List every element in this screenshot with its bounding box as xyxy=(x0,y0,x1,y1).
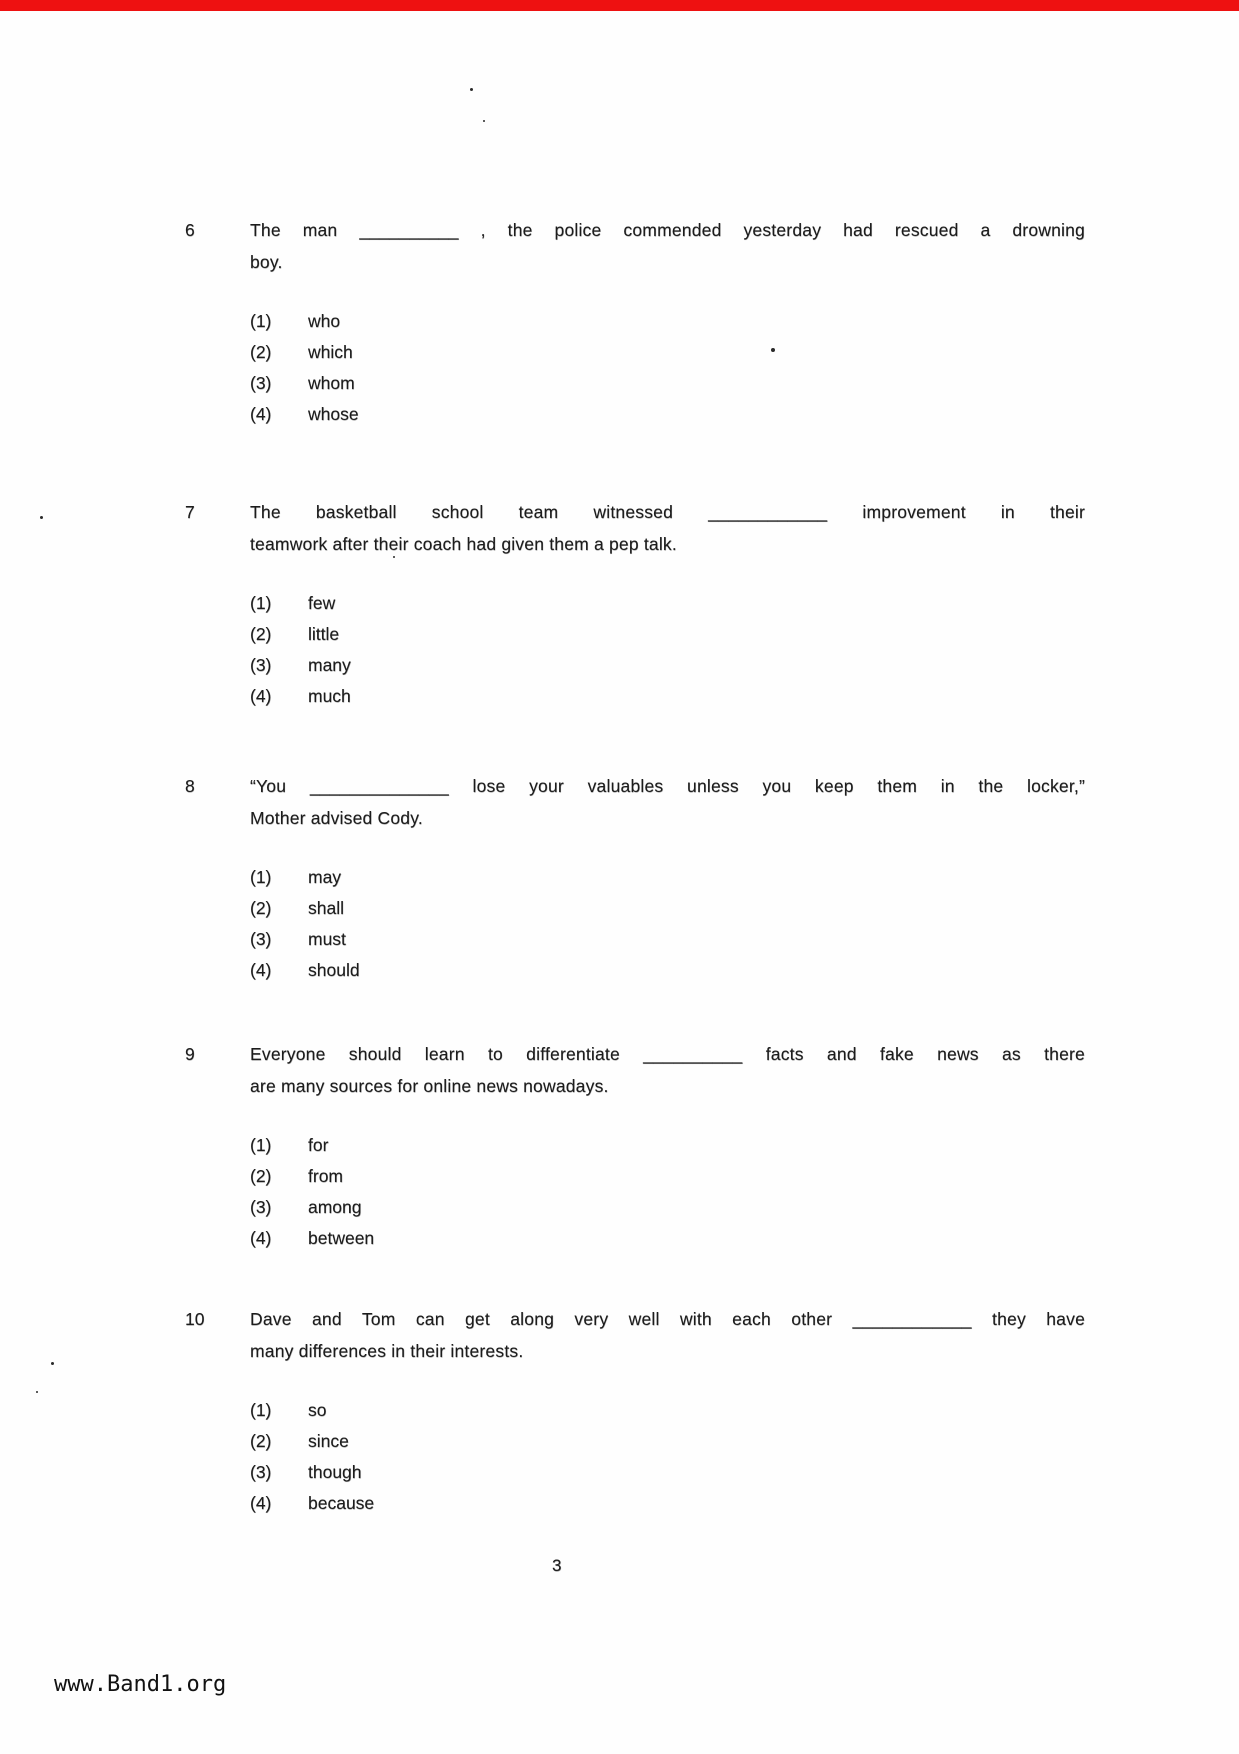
option-text: should xyxy=(308,960,360,980)
option-row xyxy=(250,1426,1085,1457)
question-text-line: many differences in their interests. xyxy=(250,1341,524,1361)
option-label: (1) xyxy=(250,593,272,613)
question-number: 8 xyxy=(185,776,195,796)
question-6 xyxy=(185,214,1085,430)
option-text: between xyxy=(308,1228,375,1248)
option-row xyxy=(250,306,1085,337)
option-text: few xyxy=(308,593,336,613)
option-text: may xyxy=(308,867,342,887)
question-text-line: teamwork after their coach had given them a pep talk. xyxy=(250,534,677,554)
question-text-line: The man __________ , the police commended yesterday had rescued a drowning xyxy=(250,220,1085,240)
option-label: (1) xyxy=(250,867,272,887)
question-7 xyxy=(185,496,1085,712)
question-number: 6 xyxy=(185,220,195,240)
question-body xyxy=(250,1303,1085,1519)
option-row xyxy=(250,1192,1085,1223)
option-label: (2) xyxy=(250,898,272,918)
question-text xyxy=(250,1038,1085,1102)
question-body xyxy=(250,214,1085,430)
options-list xyxy=(250,862,1085,986)
option-label: (3) xyxy=(250,655,272,675)
option-text: who xyxy=(308,311,341,331)
options-list xyxy=(250,1395,1085,1519)
option-label: (2) xyxy=(250,1166,272,1186)
option-row xyxy=(250,337,1085,368)
question-text-line: are many sources for online news nowadays. xyxy=(250,1076,609,1096)
option-label: (3) xyxy=(250,373,272,393)
option-label: (2) xyxy=(250,624,272,644)
option-text: must xyxy=(308,929,346,949)
question-text-line: Everyone should learn to differentiate __________ facts and fake news as there xyxy=(250,1044,1085,1064)
question-text xyxy=(250,1303,1085,1367)
option-text: little xyxy=(308,624,340,644)
question-text-line: The basketball school team witnessed ____________ improvement in their xyxy=(250,502,1085,522)
options-list xyxy=(250,306,1085,430)
option-label: (4) xyxy=(250,404,272,424)
option-text: whom xyxy=(308,373,355,393)
option-text: whose xyxy=(308,404,359,424)
option-row xyxy=(250,1161,1085,1192)
option-row xyxy=(250,588,1085,619)
option-row xyxy=(250,1223,1085,1254)
option-text: so xyxy=(308,1400,327,1420)
question-text-line: “You ______________ lose your valuables unless you keep them in the locker,” xyxy=(250,776,1085,796)
scan-speck xyxy=(51,1362,54,1365)
question-number: 10 xyxy=(185,1309,205,1329)
question-text xyxy=(250,214,1085,278)
option-row xyxy=(250,862,1085,893)
scan-speck xyxy=(36,1391,38,1393)
option-row xyxy=(250,955,1085,986)
question-8 xyxy=(185,770,1085,986)
option-row xyxy=(250,1457,1085,1488)
scan-speck xyxy=(483,120,485,122)
question-text-line: Dave and Tom can get along very well with each other ____________ they have xyxy=(250,1309,1085,1329)
question-text xyxy=(250,770,1085,834)
question-text xyxy=(250,496,1085,560)
options-list xyxy=(250,1130,1085,1254)
option-row xyxy=(250,399,1085,430)
option-text: since xyxy=(308,1431,349,1451)
option-row xyxy=(250,650,1085,681)
question-body xyxy=(250,496,1085,712)
option-label: (1) xyxy=(250,1135,272,1155)
option-label: (1) xyxy=(250,311,272,331)
option-text: for xyxy=(308,1135,329,1155)
option-row xyxy=(250,368,1085,399)
option-label: (2) xyxy=(250,1431,272,1451)
option-text: many xyxy=(308,655,351,675)
option-label: (1) xyxy=(250,1400,272,1420)
option-text: from xyxy=(308,1166,343,1186)
option-label: (4) xyxy=(250,686,272,706)
top-red-bar xyxy=(0,0,1239,11)
question-text-line: boy. xyxy=(250,252,283,272)
options-list xyxy=(250,588,1085,712)
option-text: because xyxy=(308,1493,375,1513)
option-row xyxy=(250,619,1085,650)
option-text: much xyxy=(308,686,351,706)
question-text-line: Mother advised Cody. xyxy=(250,808,423,828)
page-number: 3 xyxy=(552,1556,562,1575)
option-row xyxy=(250,681,1085,712)
option-label: (4) xyxy=(250,1493,272,1513)
question-10 xyxy=(185,1303,1085,1519)
question-number: 9 xyxy=(185,1044,195,1064)
option-label: (3) xyxy=(250,1197,272,1217)
option-label: (3) xyxy=(250,929,272,949)
question-number: 7 xyxy=(185,502,195,522)
option-label: (3) xyxy=(250,1462,272,1482)
option-label: (4) xyxy=(250,1228,272,1248)
scan-speck xyxy=(470,88,473,91)
option-row xyxy=(250,1130,1085,1161)
option-row xyxy=(250,1395,1085,1426)
scan-speck xyxy=(40,516,43,519)
option-text: which xyxy=(308,342,353,362)
option-label: (2) xyxy=(250,342,272,362)
option-text: though xyxy=(308,1462,362,1482)
question-9 xyxy=(185,1038,1085,1254)
watermark-url: www.Band1.org xyxy=(54,1672,227,1697)
question-body xyxy=(250,1038,1085,1254)
question-body xyxy=(250,770,1085,986)
option-text: among xyxy=(308,1197,362,1217)
option-text: shall xyxy=(308,898,344,918)
option-row xyxy=(250,1488,1085,1519)
option-label: (4) xyxy=(250,960,272,980)
option-row xyxy=(250,893,1085,924)
option-row xyxy=(250,924,1085,955)
